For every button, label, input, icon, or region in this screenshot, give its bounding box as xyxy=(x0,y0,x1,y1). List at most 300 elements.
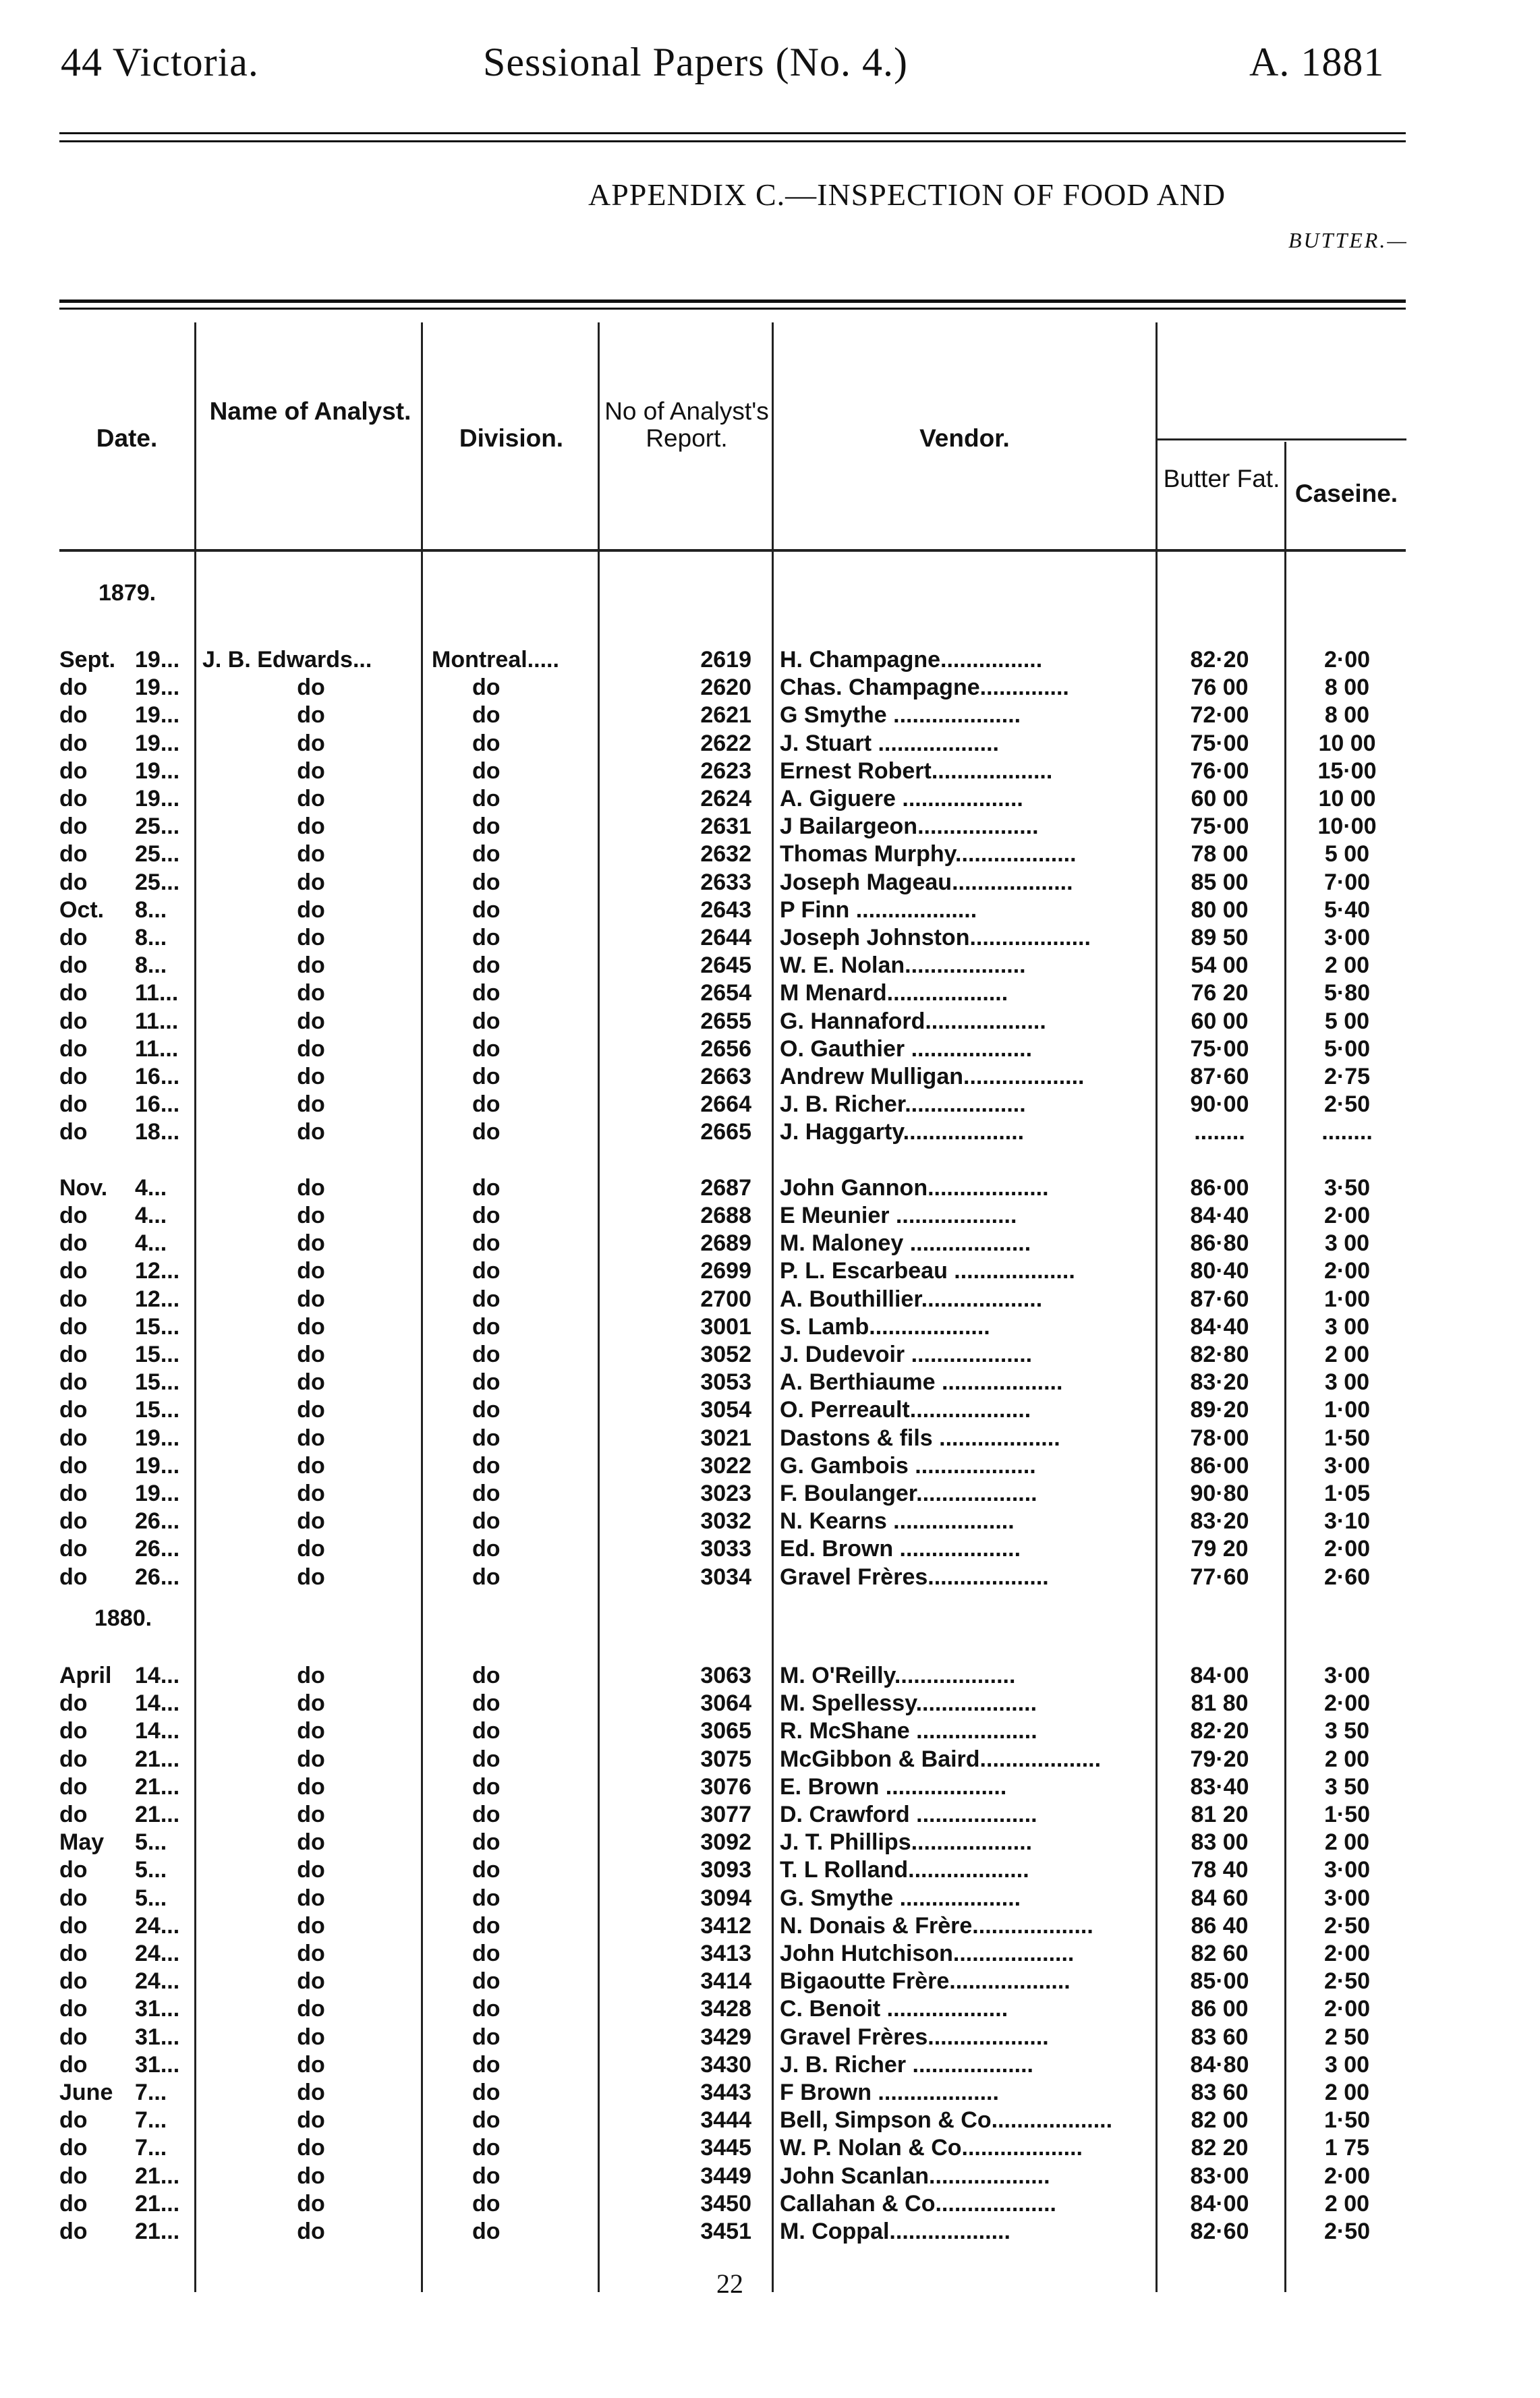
subheader-rule xyxy=(1157,438,1406,440)
table-row xyxy=(0,1202,1540,1230)
cell-month: do xyxy=(59,1857,88,1883)
cell-vendor: Callahan & Co................... xyxy=(780,2190,1056,2217)
cell-month: do xyxy=(59,1564,88,1590)
cell-vendor: J. Dudevoir ................... xyxy=(780,1342,1033,1367)
cell-vendor: Joseph Mageau................... xyxy=(780,869,1073,895)
cell-month: do xyxy=(59,1203,88,1228)
cell-vendor: J Bailargeon................... xyxy=(780,813,1039,840)
cell-caseine: 7·00 xyxy=(1323,869,1371,895)
cell-fat: 60 00 xyxy=(1191,1008,1249,1034)
cell-day: 21... xyxy=(135,2219,180,2244)
cell-fat: 83 00 xyxy=(1191,1829,1249,1856)
cell-division: do xyxy=(472,786,501,811)
cell-day: 26... xyxy=(135,1564,180,1590)
cell-analyst: do xyxy=(297,869,325,895)
cell-month: do xyxy=(59,1802,88,1827)
cell-analyst: do xyxy=(297,1230,325,1257)
table-row xyxy=(0,2218,1540,2246)
cell-analyst: do xyxy=(297,1425,325,1451)
cell-month: do xyxy=(59,1452,88,1479)
cell-caseine: 3·00 xyxy=(1323,925,1371,950)
cell-month: do xyxy=(59,925,88,950)
cell-report: 3451 xyxy=(700,2219,751,2244)
cell-vendor: John Hutchison................... xyxy=(780,1941,1075,1966)
cell-caseine: 3 50 xyxy=(1324,1773,1370,1800)
col-header-report: No of Analyst's Report. xyxy=(604,397,769,452)
cell-month: do xyxy=(59,1885,88,1911)
table-row xyxy=(0,1535,1540,1563)
cell-analyst: do xyxy=(297,702,325,729)
cell-caseine: 3·50 xyxy=(1323,1174,1371,1201)
cell-analyst: do xyxy=(297,1452,325,1479)
table-row xyxy=(0,1508,1540,1535)
cell-caseine: 8 00 xyxy=(1324,675,1370,701)
cell-day: 25... xyxy=(135,841,180,867)
cell-report: 3094 xyxy=(700,1885,751,1911)
cell-analyst: do xyxy=(297,1941,325,1966)
appendix-title: APPENDIX C.—INSPECTION OF FOOD AND xyxy=(588,177,1226,212)
cell-month: Nov. xyxy=(59,1174,108,1201)
cell-day: 15... xyxy=(135,1369,180,1396)
cell-division: do xyxy=(472,2107,501,2134)
cell-month: do xyxy=(59,1425,88,1451)
cell-caseine: 3 00 xyxy=(1324,2051,1370,2078)
cell-fat: 90·80 xyxy=(1190,1481,1249,1506)
table-row xyxy=(0,730,1540,758)
cell-division: do xyxy=(472,702,501,729)
table-row xyxy=(0,1425,1540,1452)
cell-division: do xyxy=(472,1203,501,1228)
table-row xyxy=(0,1912,1540,1940)
col-header-vendor: Vendor. xyxy=(919,424,1010,452)
table-row xyxy=(0,1174,1540,1202)
table-row xyxy=(0,1369,1540,1396)
cell-division: do xyxy=(472,1342,501,1367)
cell-day: 11... xyxy=(135,980,179,1006)
cell-month: do xyxy=(59,1941,88,1966)
cell-vendor: F Brown ................... xyxy=(780,2080,999,2105)
cell-division: do xyxy=(472,1174,501,1201)
header-bottom-rule xyxy=(59,549,1406,552)
cell-caseine: 2·00 xyxy=(1323,1996,1371,2022)
cell-month: do xyxy=(59,758,88,784)
cell-month: do xyxy=(59,1397,88,1423)
cell-month: do xyxy=(59,730,88,756)
cell-caseine: 2·50 xyxy=(1323,1091,1371,1118)
cell-vendor: John Scanlan................... xyxy=(780,2163,1050,2189)
cell-fat: 84·00 xyxy=(1190,1663,1249,1688)
cell-day: 25... xyxy=(135,813,180,840)
cell-analyst: do xyxy=(297,1203,325,1228)
cell-vendor: C. Benoit ................... xyxy=(780,1996,1008,2022)
cell-month: do xyxy=(59,2190,88,2217)
cell-vendor: G. Hannaford................... xyxy=(780,1008,1046,1034)
cell-report: 3444 xyxy=(700,2107,751,2134)
cell-caseine: 1·50 xyxy=(1323,2107,1371,2134)
cell-analyst: do xyxy=(297,1008,325,1034)
cell-vendor: T. L Rolland................... xyxy=(780,1857,1029,1883)
cell-caseine: 5 00 xyxy=(1324,841,1370,867)
cell-vendor: D. Crawford ................... xyxy=(780,1802,1037,1827)
table-row xyxy=(0,952,1540,979)
cell-fat: 84·40 xyxy=(1190,1313,1249,1340)
cell-vendor: Joseph Johnston................... xyxy=(780,925,1091,950)
table-row xyxy=(0,1746,1540,1773)
cell-division: do xyxy=(472,2219,501,2244)
cell-division: do xyxy=(472,1941,501,1966)
cell-caseine: 8 00 xyxy=(1324,702,1370,729)
cell-report: 3023 xyxy=(700,1481,751,1506)
table-row xyxy=(0,1690,1540,1717)
cell-fat: 82 20 xyxy=(1191,2135,1249,2161)
cell-month: do xyxy=(59,1690,88,1717)
cell-day: 26... xyxy=(135,1508,180,1535)
cell-report: 3414 xyxy=(700,1968,751,1995)
cell-day: 16... xyxy=(135,1064,180,1089)
cell-day: 19... xyxy=(135,675,180,701)
cell-month: do xyxy=(59,1035,88,1062)
cell-caseine: 2 00 xyxy=(1324,1829,1370,1856)
cell-vendor: O. Perreault................... xyxy=(780,1397,1031,1423)
cell-fat: 86·00 xyxy=(1190,1174,1249,1201)
table-row xyxy=(0,1230,1540,1257)
cell-fat: 83 60 xyxy=(1191,2024,1249,2050)
cell-analyst: do xyxy=(297,1690,325,1717)
cell-fat: 77·60 xyxy=(1190,1564,1249,1590)
cell-analyst: do xyxy=(297,2135,325,2161)
cell-day: 16... xyxy=(135,1091,180,1118)
table-row xyxy=(0,1717,1540,1745)
running-header-center: Sessional Papers (No. 4.) xyxy=(483,40,908,84)
cell-division: do xyxy=(472,1064,501,1089)
cell-caseine: 3·00 xyxy=(1323,1857,1371,1883)
cell-caseine: 1 75 xyxy=(1324,2135,1370,2161)
cell-caseine: 3 50 xyxy=(1324,1718,1370,1744)
cell-fat: 75·00 xyxy=(1190,813,1249,840)
cell-analyst: do xyxy=(297,1064,325,1089)
cell-day: 24... xyxy=(135,1912,180,1939)
cell-report: 2664 xyxy=(700,1091,751,1118)
cell-fat: 84·00 xyxy=(1190,2190,1249,2217)
cell-fat: 84·40 xyxy=(1190,1203,1249,1228)
cell-month: do xyxy=(59,675,88,701)
cell-month: May xyxy=(59,1829,105,1856)
table-row xyxy=(0,785,1540,813)
cell-report: 2623 xyxy=(700,758,751,784)
cell-month: do xyxy=(59,2135,88,2161)
table-row xyxy=(0,1313,1540,1341)
cell-day: 19... xyxy=(135,1425,180,1451)
cell-analyst: do xyxy=(297,730,325,756)
cell-analyst: do xyxy=(297,1174,325,1201)
cell-day: 15... xyxy=(135,1397,180,1423)
cell-caseine: 3 00 xyxy=(1324,1313,1370,1340)
cell-month: do xyxy=(59,786,88,811)
cell-report: 2644 xyxy=(700,925,751,950)
cell-vendor: A. Bouthillier................... xyxy=(780,1286,1043,1312)
cell-fat: 90·00 xyxy=(1190,1091,1249,1118)
table-row xyxy=(0,1801,1540,1829)
cell-day: 14... xyxy=(135,1690,180,1717)
cell-analyst: do xyxy=(297,1718,325,1744)
cell-division: do xyxy=(472,1258,501,1284)
table-row xyxy=(0,646,1540,674)
cell-caseine: 1·50 xyxy=(1323,1802,1371,1827)
cell-report: 3449 xyxy=(700,2163,751,2189)
cell-day: 11... xyxy=(135,1008,179,1034)
cell-division: do xyxy=(472,869,501,895)
cell-report: 3093 xyxy=(700,1857,751,1883)
cell-analyst: do xyxy=(297,675,325,701)
cell-month: April xyxy=(59,1663,112,1688)
cell-month: do xyxy=(59,1912,88,1939)
cell-report: 3001 xyxy=(700,1313,751,1340)
running-header-left: 44 Victoria. xyxy=(61,40,259,84)
cell-day: 25... xyxy=(135,869,180,895)
cell-report: 3429 xyxy=(700,2024,751,2050)
page-number: 22 xyxy=(716,2268,743,2299)
cell-month: Sept. xyxy=(59,647,116,673)
cell-division: do xyxy=(472,1508,501,1535)
cell-analyst: do xyxy=(297,2051,325,2078)
table-row xyxy=(0,1968,1540,1995)
cell-caseine: 2·50 xyxy=(1323,2219,1371,2244)
cell-analyst: do xyxy=(297,1397,325,1423)
cell-month: do xyxy=(59,1481,88,1506)
cell-division: do xyxy=(472,1091,501,1118)
cell-analyst: do xyxy=(297,1746,325,1772)
cell-fat: 79 20 xyxy=(1191,1536,1249,1562)
cell-report: 2663 xyxy=(700,1064,751,1089)
cell-caseine: 2 00 xyxy=(1324,2080,1370,2105)
cell-report: 2645 xyxy=(700,952,751,979)
cell-vendor: G. Gambois ................... xyxy=(780,1452,1036,1479)
cell-vendor: E. Brown ................... xyxy=(780,1773,1007,1800)
cell-month: do xyxy=(59,1536,88,1562)
cell-analyst: do xyxy=(297,1369,325,1396)
cell-analyst: do xyxy=(297,2219,325,2244)
cell-vendor: M. Spellessy................... xyxy=(780,1690,1037,1717)
cell-division: do xyxy=(472,2051,501,2078)
table-row xyxy=(0,1662,1540,1690)
cell-fat: 78 00 xyxy=(1191,841,1249,867)
cell-analyst: do xyxy=(297,1313,325,1340)
cell-caseine: 15·00 xyxy=(1317,758,1377,784)
cell-division: do xyxy=(472,1313,501,1340)
cell-caseine: 5 00 xyxy=(1324,1008,1370,1034)
cell-analyst: do xyxy=(297,1802,325,1827)
cell-day: 18... xyxy=(135,1119,180,1145)
cell-report: 3021 xyxy=(700,1425,751,1451)
cell-vendor: J. Stuart ................... xyxy=(780,730,999,756)
cell-division: do xyxy=(472,1536,501,1562)
cell-division: do xyxy=(472,1996,501,2022)
cell-report: 3412 xyxy=(700,1912,751,1939)
cell-analyst: do xyxy=(297,1773,325,1800)
cell-day: 5... xyxy=(135,1885,167,1911)
cell-vendor: Thomas Murphy................... xyxy=(780,841,1077,867)
cell-report: 2699 xyxy=(700,1258,751,1284)
cell-month: June xyxy=(59,2080,113,2105)
cell-day: 26... xyxy=(135,1536,180,1562)
cell-month: do xyxy=(59,813,88,840)
cell-analyst: do xyxy=(297,1119,325,1145)
cell-analyst: do xyxy=(297,2080,325,2105)
cell-month: do xyxy=(59,1258,88,1284)
cell-division: do xyxy=(472,1968,501,1995)
cell-vendor: Dastons & fils ................... xyxy=(780,1425,1060,1451)
cell-day: 19... xyxy=(135,702,180,729)
cell-analyst: do xyxy=(297,2190,325,2217)
cell-month: do xyxy=(59,1746,88,1772)
cell-day: 19... xyxy=(135,1452,180,1479)
cell-report: 3034 xyxy=(700,1564,751,1590)
cell-report: 3076 xyxy=(700,1773,751,1800)
table-row xyxy=(0,2051,1540,2079)
cell-vendor: J. Haggarty................... xyxy=(780,1119,1025,1145)
cell-day: 24... xyxy=(135,1968,180,1995)
cell-analyst: do xyxy=(297,1258,325,1284)
cell-fat: 79·20 xyxy=(1190,1746,1249,1772)
cell-report: 3063 xyxy=(700,1663,751,1688)
cell-fat: 75·00 xyxy=(1190,730,1249,756)
cell-caseine: 2·00 xyxy=(1323,1690,1371,1717)
cell-division: do xyxy=(472,1829,501,1856)
cell-division: do xyxy=(472,1802,501,1827)
cell-fat: 83·20 xyxy=(1190,1508,1249,1535)
cell-day: 4... xyxy=(135,1174,167,1201)
cell-fat: 72·00 xyxy=(1190,702,1249,729)
cell-day: 21... xyxy=(135,1746,180,1772)
cell-day: 19... xyxy=(135,786,180,811)
cell-caseine: 2·75 xyxy=(1323,1064,1371,1089)
cell-month: do xyxy=(59,1286,88,1312)
cell-fat: 83·20 xyxy=(1190,1369,1249,1396)
cell-vendor: P Finn ................... xyxy=(780,896,977,923)
cell-day: 8... xyxy=(135,925,167,950)
cell-vendor: R. McShane ................... xyxy=(780,1718,1037,1744)
cell-analyst: do xyxy=(297,952,325,979)
cell-division: do xyxy=(472,1718,501,1744)
table-row xyxy=(0,2134,1540,2162)
cell-report: 2633 xyxy=(700,869,751,895)
cell-month: do xyxy=(59,980,88,1006)
cell-fat: ........ xyxy=(1194,1119,1245,1145)
cell-report: 2631 xyxy=(700,813,751,840)
cell-report: 3065 xyxy=(700,1718,751,1744)
table-row xyxy=(0,1341,1540,1369)
cell-month: do xyxy=(59,1508,88,1535)
cell-day: 4... xyxy=(135,1203,167,1228)
cell-caseine: 2·50 xyxy=(1323,1912,1371,1939)
table-row xyxy=(0,1480,1540,1508)
cell-report: 3445 xyxy=(700,2135,751,2161)
cell-month: Oct. xyxy=(59,896,105,923)
cell-fat: 75·00 xyxy=(1190,1035,1249,1062)
cell-caseine: 3 00 xyxy=(1324,1230,1370,1257)
cell-fat: 83·00 xyxy=(1190,2163,1249,2189)
cell-vendor: John Gannon................... xyxy=(780,1174,1049,1201)
cell-division: do xyxy=(472,1912,501,1939)
cell-analyst: do xyxy=(297,1035,325,1062)
cell-vendor: M. Maloney ................... xyxy=(780,1230,1031,1257)
cell-day: 4... xyxy=(135,1230,167,1257)
cell-fat: 78 40 xyxy=(1191,1857,1249,1883)
cell-report: 2643 xyxy=(700,896,751,923)
cell-vendor: Chas. Champagne.............. xyxy=(780,675,1069,701)
table-row xyxy=(0,1829,1540,1856)
cell-division: do xyxy=(472,952,501,979)
cell-vendor: M Menard................... xyxy=(780,980,1008,1006)
cell-month: do xyxy=(59,1968,88,1995)
cell-caseine: 2·50 xyxy=(1323,1968,1371,1995)
cell-vendor: N. Kearns ................... xyxy=(780,1508,1015,1535)
cell-fat: 84 60 xyxy=(1191,1885,1249,1911)
table-row xyxy=(0,1091,1540,1118)
cell-analyst: do xyxy=(297,925,325,950)
cell-report: 3428 xyxy=(700,1996,751,2022)
cell-division: do xyxy=(472,1369,501,1396)
cell-day: 7... xyxy=(135,2135,167,2161)
cell-fat: 86·80 xyxy=(1190,1230,1249,1257)
cell-vendor: M. Coppal................... xyxy=(780,2219,1010,2244)
table-row xyxy=(0,1564,1540,1591)
cell-month: do xyxy=(59,1091,88,1118)
cell-fat: 80 00 xyxy=(1191,896,1249,923)
cell-day: 12... xyxy=(135,1286,180,1312)
cell-vendor: N. Donais & Frère................... xyxy=(780,1912,1093,1939)
cell-vendor: Bell, Simpson & Co................... xyxy=(780,2107,1113,2134)
cell-caseine: 1·05 xyxy=(1323,1481,1371,1506)
cell-caseine: 2·00 xyxy=(1323,2163,1371,2189)
cell-fat: 85 00 xyxy=(1191,869,1249,895)
table-row xyxy=(0,1257,1540,1285)
cell-division: do xyxy=(472,1119,501,1145)
cell-division: do xyxy=(472,1773,501,1800)
table-row xyxy=(0,1396,1540,1424)
table-row xyxy=(0,924,1540,952)
table-row xyxy=(0,1773,1540,1801)
cell-vendor: E Meunier ................... xyxy=(780,1203,1017,1228)
cell-division: do xyxy=(472,841,501,867)
cell-caseine: 5·80 xyxy=(1323,980,1371,1006)
cell-day: 5... xyxy=(135,1857,167,1883)
cell-analyst: do xyxy=(297,1885,325,1911)
cell-month: do xyxy=(59,2051,88,2078)
cell-caseine: 5·40 xyxy=(1323,896,1371,923)
cell-division: do xyxy=(472,1857,501,1883)
table-row xyxy=(0,1452,1540,1480)
cell-caseine: 2·60 xyxy=(1323,1564,1371,1590)
cell-fat: 82·80 xyxy=(1190,1342,1249,1367)
cell-vendor: Gravel Frères................... xyxy=(780,1564,1049,1590)
cell-division: do xyxy=(472,1564,501,1590)
table-row xyxy=(0,2079,1540,2107)
cell-fat: 82·20 xyxy=(1190,647,1249,673)
cell-caseine: 2 50 xyxy=(1324,2024,1370,2050)
cell-vendor: Gravel Frères................... xyxy=(780,2024,1049,2050)
cell-day: 14... xyxy=(135,1718,180,1744)
year-heading: 1879. xyxy=(98,580,156,606)
cell-report: 3064 xyxy=(700,1690,751,1717)
cell-day: 8... xyxy=(135,952,167,979)
cell-fat: 81 80 xyxy=(1191,1690,1249,1717)
cell-month: do xyxy=(59,2107,88,2134)
cell-caseine: ........ xyxy=(1321,1119,1373,1145)
cell-analyst: do xyxy=(297,1663,325,1688)
year-heading: 1880. xyxy=(94,1605,152,1631)
cell-report: 3092 xyxy=(700,1829,751,1856)
